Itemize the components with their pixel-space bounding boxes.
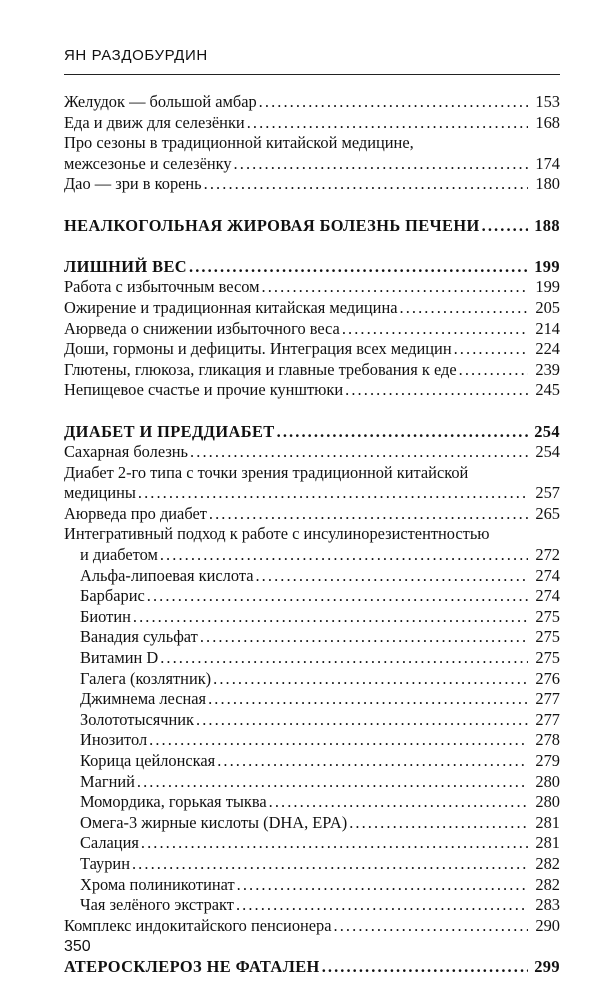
- toc-entry-page: 275: [535, 606, 560, 626]
- toc-entry-page: 272: [535, 545, 560, 565]
- toc-entry-page: 280: [535, 792, 560, 812]
- toc-entry-page: 279: [535, 751, 560, 770]
- toc-entry-page: 277: [535, 709, 560, 729]
- toc-leader: [322, 957, 528, 978]
- toc-entry-title: Момордика, горькая тыква: [80, 792, 267, 812]
- toc-entry-title: Таурин: [80, 853, 130, 873]
- toc-entry-page: 274: [535, 586, 560, 606]
- toc-entry-title: Биотин: [80, 606, 131, 626]
- toc-entry[interactable]: [64, 360, 560, 381]
- toc-leader: [349, 813, 528, 834]
- toc-leader: [269, 792, 528, 813]
- toc-leader: [459, 360, 528, 381]
- toc-leader: [133, 607, 528, 628]
- toc-subentry[interactable]: [64, 772, 560, 793]
- toc-entry-title: Омега-3 жирные кислоты (DHA, EPA): [80, 812, 348, 832]
- toc-entry-title-line1: Про сезоны в традиционной китайской медицине,: [64, 133, 414, 153]
- toc-entry-title: Салация: [80, 833, 139, 853]
- toc-entry-page: 174: [535, 153, 560, 173]
- toc-entry-page: 257: [535, 483, 560, 503]
- toc-entry[interactable]: [64, 298, 560, 319]
- toc-subentry[interactable]: [64, 586, 560, 607]
- toc-subentry[interactable]: [64, 710, 560, 731]
- toc-entry[interactable]: [64, 277, 560, 298]
- toc-entry[interactable]: [64, 463, 560, 504]
- toc-subentry[interactable]: [64, 813, 560, 834]
- toc-entry-page: 277: [535, 689, 560, 709]
- toc-leader: [234, 154, 528, 175]
- toc-leader: [209, 504, 528, 525]
- toc-entry-title: Доши, гормоны и дефициты. Интеграция всех медицин: [64, 339, 452, 359]
- toc-subentry[interactable]: [64, 689, 560, 710]
- toc-entry-page: 280: [535, 771, 560, 791]
- toc-leader: [138, 483, 528, 504]
- toc-entry-page: 180: [535, 174, 560, 194]
- toc-leader: [400, 298, 528, 319]
- toc-entry[interactable]: [64, 339, 560, 360]
- toc-entry[interactable]: [64, 319, 560, 340]
- toc-subentry[interactable]: [64, 607, 560, 628]
- toc-entry-title: Альфа-липоевая кислота: [80, 565, 254, 585]
- toc-chapter[interactable]: [64, 216, 560, 237]
- toc-entry-page: 281: [535, 833, 560, 853]
- toc-entry-page: 290: [535, 915, 560, 935]
- toc-entry[interactable]: [64, 442, 560, 463]
- toc-leader: [208, 689, 528, 710]
- toc-leader: [342, 319, 528, 340]
- table-of-contents: [64, 92, 560, 978]
- toc-entry-title-line1: Диабет 2-го типа с точки зрения традиционной китайской: [64, 462, 469, 482]
- toc-entry-page: 299: [534, 956, 560, 976]
- toc-entry-page: 199: [535, 277, 560, 297]
- header-rule: [64, 74, 560, 75]
- toc-entry-page: 265: [535, 503, 560, 523]
- toc-leader: [236, 895, 528, 916]
- toc-entry-title: Работа с избыточным весом: [64, 277, 260, 297]
- toc-leader: [147, 586, 528, 607]
- toc-entry[interactable]: [64, 133, 560, 174]
- toc-entry-page: 275: [535, 648, 560, 668]
- toc-leader: [247, 113, 528, 134]
- toc-entry-page: 276: [535, 668, 560, 688]
- toc-entry-title: Еда и движ для селезёнки: [64, 112, 245, 132]
- toc-leader: [345, 380, 528, 401]
- toc-leader: [259, 92, 528, 113]
- toc-leader: [213, 669, 528, 690]
- toc-leader: [277, 422, 528, 443]
- section-gap: [64, 236, 560, 257]
- page-number: 350: [64, 938, 91, 955]
- toc-entry-title: Дао — зри в корень: [64, 174, 202, 194]
- toc-leader: [149, 730, 528, 751]
- toc-entry-title: Аюрведа о снижении избыточного веса: [64, 318, 340, 338]
- toc-entry-page: 282: [535, 874, 560, 894]
- toc-entry-page: 214: [535, 318, 560, 338]
- toc-leader: [482, 216, 528, 237]
- toc-chapter[interactable]: [64, 257, 560, 278]
- toc-subentry[interactable]: [64, 648, 560, 669]
- toc-entry-title: Корица цейлонская: [80, 751, 216, 770]
- toc-chapter[interactable]: [64, 422, 560, 443]
- toc-leader: [334, 916, 528, 937]
- toc-entry-title: Магний: [80, 771, 135, 791]
- toc-entry[interactable]: [64, 916, 560, 937]
- toc-entry-page: 188: [534, 215, 560, 235]
- toc-entry-title: Барбарис: [80, 586, 145, 606]
- toc-entry-title-line1: Интегративный подход к работе с инсулинорезистентностью: [64, 524, 490, 544]
- toc-entry-title: Галега (козлятник): [80, 668, 212, 688]
- toc-entry-page: 168: [535, 112, 560, 132]
- toc-entry-page: 245: [535, 380, 560, 400]
- toc-entry-title: Желудок — большой амбар: [64, 92, 257, 111]
- toc-subentry[interactable]: [64, 875, 560, 896]
- toc-leader: [200, 627, 528, 648]
- toc-entry-title: Непищевое счастье и прочие кунштюки: [64, 380, 344, 400]
- toc-chapter[interactable]: [64, 957, 560, 978]
- toc-subentry[interactable]: [64, 751, 560, 772]
- toc-leader: [262, 277, 529, 298]
- toc-subentry[interactable]: [64, 627, 560, 648]
- toc-subentry[interactable]: [64, 833, 560, 854]
- toc-entry[interactable]: [64, 380, 560, 401]
- toc-subentry[interactable]: [64, 730, 560, 751]
- toc-entry-page: 281: [535, 812, 560, 832]
- toc-entry-page: 205: [535, 297, 560, 317]
- toc-leader: [190, 442, 528, 463]
- toc-leader: [217, 751, 528, 772]
- toc-entry-page: 224: [535, 339, 560, 359]
- toc-entry-page: 278: [535, 730, 560, 750]
- toc-entry-title: и диабетом: [80, 545, 158, 565]
- toc-entry-title: медицины: [64, 483, 136, 503]
- toc-entry-title: Золототысячник: [80, 709, 195, 729]
- section-gap: [64, 401, 560, 422]
- toc-subentry[interactable]: [64, 895, 560, 916]
- toc-chapter-title: АТЕРОСКЛЕРОЗ НЕ ФАТАЛЕН: [64, 956, 320, 976]
- toc-subentry[interactable]: [64, 854, 560, 875]
- toc-entry-page: 282: [535, 853, 560, 873]
- toc-entry-title: Ванадия сульфат: [80, 627, 198, 647]
- toc-entry-title: Витамин D: [80, 648, 159, 668]
- toc-entry-title: Чая зелёного экстракт: [80, 895, 234, 915]
- toc-leader: [160, 545, 528, 566]
- toc-entry-page: 254: [535, 442, 560, 462]
- toc-entry-page: 254: [534, 421, 560, 441]
- toc-entry-title: Аюрведа про диабет: [64, 503, 207, 523]
- toc-entry-page: 153: [535, 92, 560, 111]
- toc-chapter-title: ЛИШНИЙ ВЕС: [64, 256, 188, 276]
- toc-entry-title: Глютены, глюкоза, гликация и главные требования к еде: [64, 359, 457, 379]
- toc-leader: [204, 174, 528, 195]
- toc-leader: [196, 710, 528, 731]
- toc-entry[interactable]: [64, 524, 560, 565]
- toc-leader: [160, 648, 528, 669]
- toc-entry-title: Ожирение и традиционная китайская медицина: [64, 297, 398, 317]
- toc-leader: [132, 854, 528, 875]
- toc-entry-page: 275: [535, 627, 560, 647]
- toc-leader: [141, 833, 528, 854]
- toc-entry-title: Сахарная болезнь: [64, 442, 189, 462]
- toc-leader: [454, 339, 528, 360]
- toc-subentry[interactable]: [64, 566, 560, 587]
- section-gap: [64, 936, 560, 957]
- toc-entry-page: 239: [535, 359, 560, 379]
- toc-entry-page: 283: [535, 895, 560, 915]
- toc-entry-title: Комплекс индокитайского пенсионера: [64, 915, 332, 935]
- toc-entry-page: 274: [535, 565, 560, 585]
- toc-leader: [255, 566, 528, 587]
- section-gap: [64, 195, 560, 216]
- toc-chapter-title: ДИАБЕТ И ПРЕДДИАБЕТ: [64, 421, 275, 441]
- toc-leader: [137, 772, 528, 793]
- running-head: ЯН РАЗДОБУРДИН: [64, 47, 208, 64]
- toc-entry-title: Джимнема лесная: [80, 689, 207, 709]
- toc-subentry[interactable]: [64, 669, 560, 690]
- toc-entry[interactable]: [64, 113, 560, 134]
- toc-entry[interactable]: [64, 92, 560, 113]
- toc-entry-page: 199: [534, 256, 560, 276]
- toc-chapter-title: НЕАЛКОГОЛЬНАЯ ЖИРОВАЯ БОЛЕЗНЬ ПЕЧЕНИ: [64, 215, 480, 235]
- toc-subentry[interactable]: [64, 792, 560, 813]
- toc-entry[interactable]: [64, 504, 560, 525]
- toc-leader: [237, 875, 528, 896]
- toc-entry-title: межсезонье и селезёнку: [64, 153, 232, 173]
- toc-entry-title: Хрома полиникотинат: [80, 874, 235, 894]
- toc-entry[interactable]: [64, 174, 560, 195]
- toc-entry-title: Инозитол: [80, 730, 148, 750]
- toc-leader: [189, 257, 528, 278]
